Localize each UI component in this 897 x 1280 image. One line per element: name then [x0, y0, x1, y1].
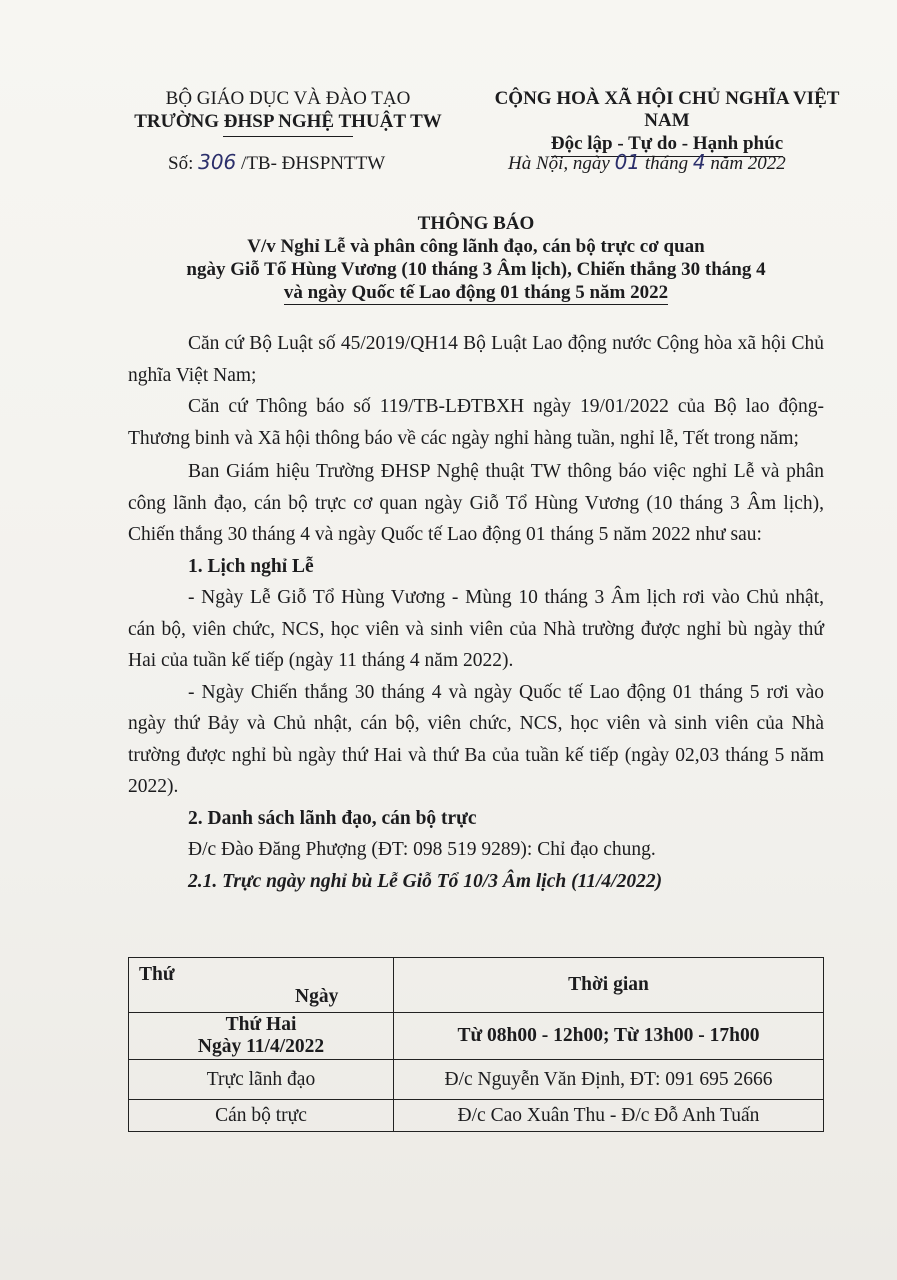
paragraph-general-direction: Đ/c Đào Đăng Phượng (ĐT: 098 519 9289): Chỉ đạo chung.	[188, 839, 656, 860]
title-line-1: V/v Nghỉ Lễ và phân công lãnh đạo, cán bộ trực cơ quan	[247, 236, 705, 257]
country-name: CỘNG HOÀ XÃ HỘI CHỦ NGHĨA VIỆT NAM	[494, 88, 840, 131]
table-row	[129, 1060, 824, 1100]
national-heading	[472, 88, 862, 155]
handwritten-day: 01	[614, 150, 641, 174]
document-number: Số: 306 /TB- ĐHSPNTTW	[168, 150, 386, 174]
table-header-row	[129, 958, 824, 1013]
paragraph-holiday-2: - Ngày Chiến thắng 30 tháng 4 và ngày Quốc tế Lao động 01 tháng 5 rơi vào ngày thứ Bảy và Chủ nhật, cán bộ, viên chức, NCS, học viên và sinh viên của Nhà trường được nghỉ bù ngày thứ Hai và thứ Ba của tuần kế tiếp (ngày 02,03 tháng 5 năm 2022).	[128, 681, 824, 797]
title-line-2: ngày Giỗ Tổ Hùng Vương (10 tháng 3 Âm lịch), Chiến thắng 30 tháng 4	[186, 259, 766, 280]
table-row	[129, 1013, 824, 1060]
school-name: TRƯỜNG ĐHSP NGHỆ THUẬT TW	[134, 111, 442, 132]
handwritten-month: 4	[692, 150, 706, 174]
title-main: THÔNG BÁO	[417, 213, 535, 234]
corner-cell: Thứ Ngày	[129, 958, 394, 1013]
national-motto: Độc lập - Tự do - Hạnh phúc	[472, 133, 862, 155]
handwritten-number: 306	[198, 150, 237, 174]
paragraph-announcement: Ban Giám hiệu Trường ĐHSP Nghệ thuật TW thông báo việc nghỉ Lễ và phân công lãnh đạo, cán bộ trực cơ quan ngày Giỗ Tổ Hùng Vương (10 tháng 3 Âm lịch), Chiến thắng 30 tháng 4 và ngày Quốc tế Lao động 01 tháng 5 năm 2022 như sau:	[128, 461, 824, 545]
title-line-3: và ngày Quốc tế Lao động 01 tháng 5 năm 2022	[283, 282, 669, 303]
time-cell: Từ 08h00 - 12h00; Từ 13h00 - 17h00	[394, 1013, 824, 1060]
notice-title	[128, 212, 824, 304]
document-date: Hà Nội, ngày 01 tháng 4 năm 2022	[508, 150, 786, 174]
person-cell: Đ/c Nguyễn Văn Định, ĐT: 091 695 2666	[394, 1060, 824, 1100]
paragraph-legal-basis-2: Căn cứ Thông báo số 119/TB-LĐTBXH ngày 19/01/2022 của Bộ lao động-Thương binh và Xã hội thông báo về các ngày nghỉ hàng tuần, nghỉ lễ, Tết trong năm;	[128, 396, 824, 449]
role-cell: Trực lãnh đạo	[129, 1060, 394, 1100]
ministry-name: BỘ GIÁO DỤC VÀ ĐÀO TẠO	[165, 88, 411, 109]
day-cell: Thứ Hai Ngày 11/4/2022	[129, 1013, 394, 1060]
role-cell: Cán bộ trực	[129, 1100, 394, 1132]
notice-body	[128, 328, 824, 897]
duty-table	[128, 957, 824, 1132]
paragraph-holiday-1: - Ngày Lễ Giỗ Tổ Hùng Vương - Mùng 10 tháng 3 Âm lịch rơi vào Chủ nhật, cán bộ, viên chức, NCS, học viên và sinh viên của Nhà trường được nghỉ bù ngày thứ Hai của tuần kế tiếp (ngày 11 tháng 4 năm 2022).	[128, 587, 824, 671]
table-row	[129, 1100, 824, 1132]
section-heading-2: 2. Danh sách lãnh đạo, cán bộ trực	[188, 807, 477, 829]
section-heading-1: 1. Lịch nghỉ Lễ	[188, 555, 314, 577]
paragraph-legal-basis-1: Căn cứ Bộ Luật số 45/2019/QH14 Bộ Luật Lao động nước Cộng hòa xã hội Chủ nghĩa Việt Nam;	[128, 333, 824, 386]
person-cell: Đ/c Cao Xuân Thu - Đ/c Đỗ Anh Tuấn	[394, 1100, 824, 1132]
issuer-block	[128, 88, 448, 137]
section-heading-2-1: 2.1. Trực ngày nghỉ bù Lễ Giỗ Tổ 10/3 Âm lịch (11/4/2022)	[188, 870, 663, 892]
issuer-underline	[223, 136, 353, 137]
time-header-cell: Thời gian	[394, 958, 824, 1013]
